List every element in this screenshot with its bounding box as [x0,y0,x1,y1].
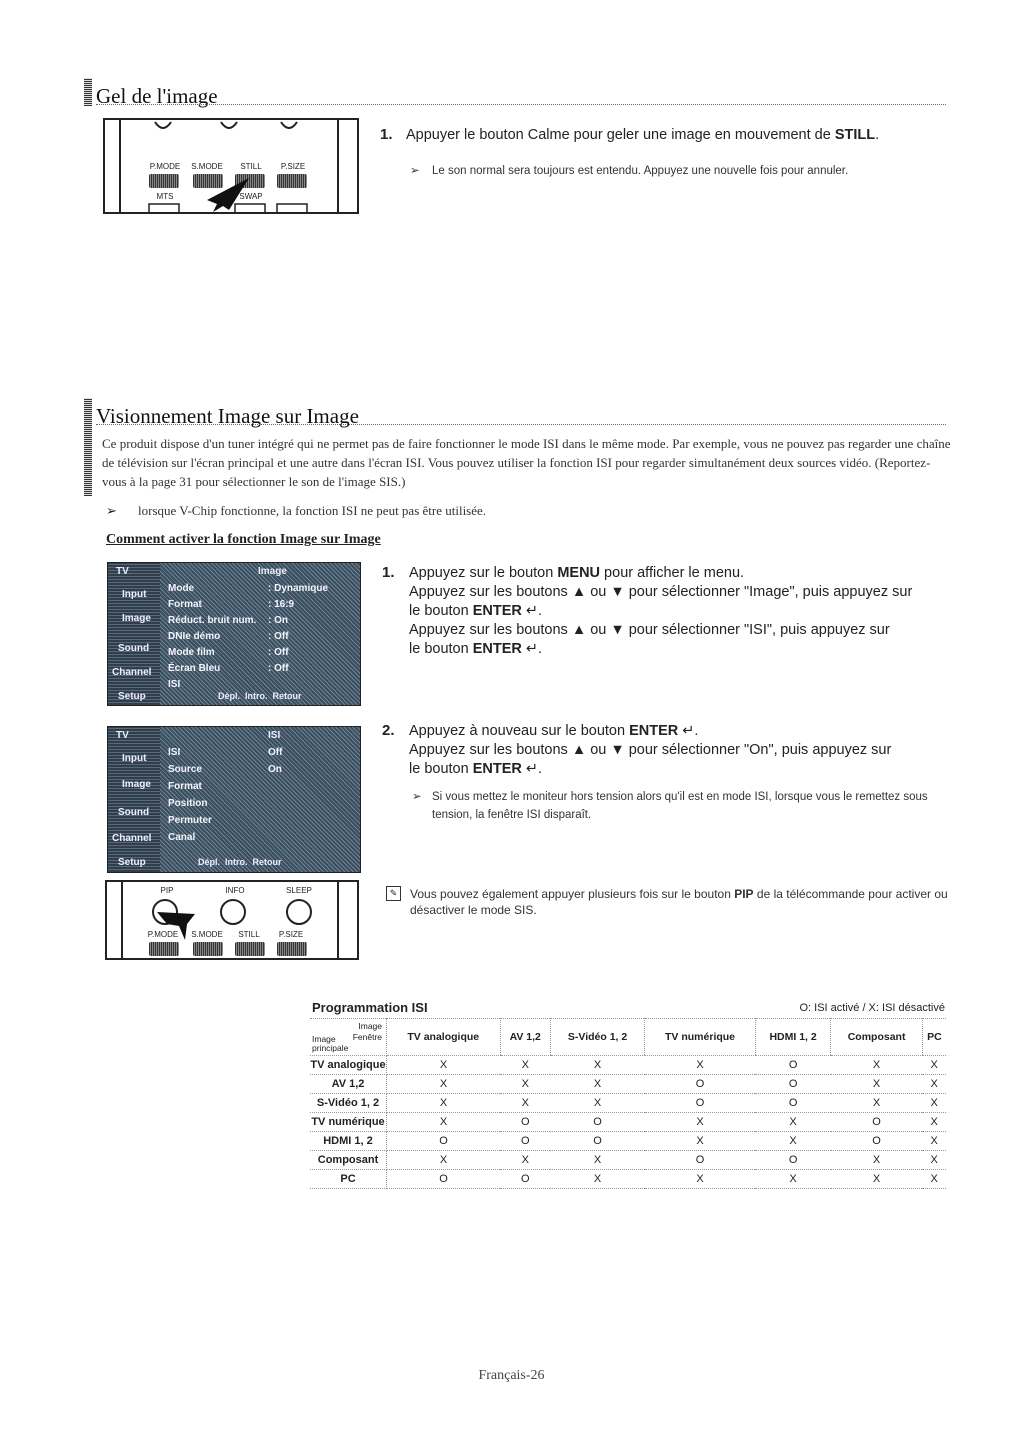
col-header: PC [922,1019,946,1056]
enter-icon: ↵ [525,761,539,777]
osd-row-label: Écran Bleu [168,663,221,674]
enter-keyword: ENTER [629,723,679,739]
table-cell: O [755,1075,830,1094]
table-cell: O [500,1132,550,1151]
row-header: TV analogique [310,1056,387,1075]
enter-keyword: ENTER [472,641,522,657]
table-row [310,1151,946,1170]
osd-row-label: ISI [168,679,181,690]
osd-menu-row [168,764,352,775]
osd-side-input: Input [122,589,147,600]
row-header: PC [310,1170,387,1189]
osd-row-label: ISI [168,747,181,758]
osd-menu-row [168,615,352,626]
osd-row-value: : Off [268,663,289,674]
remote-illustration [105,880,359,960]
button-outlines-icon [105,120,357,212]
osd-footer-return: Retour [252,857,282,867]
table-cell: O [645,1094,756,1113]
table-row [310,1094,946,1113]
table-cell: X [922,1056,946,1075]
row-header: AV 1,2 [310,1075,387,1094]
intro-paragraph: Ce produit dispose d'un tuner intégré qui ne permet pas de faire fonctionner le mode ISI dans le même mode. Par exemple, vous ne pouvez pas regarder une chaîne de télévision sur l'écran principal et une autre dans l'écran ISI. Vous pouvez utiliser la fonction ISI pour regarder simultanément deux sources vidéo. (Reportez-vous à la page 31 pour sélectionner le son de l'image SIS.) [102,436,951,489]
osd-side-image: Image [122,779,151,790]
pip-label: PIP [160,886,174,895]
info-label: INFO [225,886,245,895]
table-cell: O [500,1113,550,1132]
table-cell: O [831,1132,923,1151]
section-title: Gel de l'image [96,84,218,108]
table-cell: X [645,1132,756,1151]
row-header: S-Vidéo 1, 2 [310,1094,387,1113]
step1-line: Appuyez sur les boutons ▲ ou ▼ pour sélectionner "Image", puis appuyez sur [409,584,913,600]
osd-header-title: ISI [268,730,281,741]
step1-line [409,564,969,583]
table-row [310,1132,946,1151]
pip-note-a: Vous pouvez également appuyer plusieurs fois sur le bouton [410,887,735,901]
psize-label: P.SIZE [280,162,306,171]
step2-text [409,722,969,779]
osd-header-title: Image [258,566,287,577]
table-cell: X [645,1056,756,1075]
remote-illustration [103,118,359,214]
title-rule [96,424,946,425]
corner-window: Fenêtre [352,1032,382,1042]
table-cell: X [922,1151,946,1170]
table-cell: O [831,1113,923,1132]
step1-a-tail: pour afficher le menu. [600,565,745,581]
corner-main: Image principale [312,1034,349,1053]
osd-row-label: Position [168,798,208,809]
title-rule [96,104,946,105]
osd-menu-row [168,583,352,594]
osd-side-image: Image [122,613,151,624]
table-title: Programmation ISI [312,1000,428,1015]
osd-side-sound: Sound [118,643,150,654]
pip-note [410,886,955,918]
osd-menu-row [168,815,352,826]
osd-row-value: On [268,764,282,775]
osd-menu-row [168,832,352,843]
osd-menu-row [168,663,352,674]
step-text-tail: . [875,127,880,143]
mts-label: MTS [156,192,174,201]
col-header: TV analogique [387,1019,501,1056]
step1-a: Appuyez sur le bouton [409,565,558,581]
table-cell: X [755,1132,830,1151]
pip-keyword: PIP [734,887,754,901]
step-number: 1. [382,564,395,581]
osd-row-label: Mode [168,583,195,594]
osd-menu-row [168,798,352,809]
osd-row-value: : Off [268,647,289,658]
table-cell: X [500,1151,550,1170]
swap-label: SWAP [239,192,263,201]
pip-note-b: de la télécommande pour activer ou désactiver le mode SIS. [410,887,948,917]
table-cell: O [387,1132,501,1151]
section-marker [84,78,92,106]
table-cell: X [831,1094,923,1113]
osd-row-label: Format [168,599,202,610]
osd-row-label: Source [168,764,202,775]
col-header: AV 1,2 [500,1019,550,1056]
table-body [310,1056,946,1189]
table-cell: X [831,1075,923,1094]
step-text-main: Appuyer le bouton Calme pour geler une image en mouvement de [406,127,835,143]
note-arrow-icon: ➢ [410,165,420,177]
sleep-label: SLEEP [286,886,312,895]
table-cell: X [645,1113,756,1132]
col-header: HDMI 1, 2 [755,1019,830,1056]
table-cell: X [831,1151,923,1170]
enter-keyword: ENTER [472,761,522,777]
osd-footer [198,857,282,867]
table-cell: X [922,1113,946,1132]
table-legend: O: ISI activé / X: ISI désactivé [799,1002,945,1014]
col-header: TV numérique [645,1019,756,1056]
step1-c: le bouton [409,603,473,619]
table-cell: O [755,1094,830,1113]
enter-icon: ↵ [525,641,539,657]
osd-menu-row [168,781,352,792]
osd-menu-row [168,647,352,658]
pmode-label: P.MODE [147,930,179,939]
table-cell: O [550,1113,644,1132]
osd-menu-row [168,631,352,642]
step2-line: le bouton ENTER ↵. [409,761,543,777]
table-cell: X [500,1094,550,1113]
tip-icon: ✎ [386,886,401,901]
smode-label: S.MODE [191,162,223,171]
table-cell: X [831,1056,923,1075]
osd-row-value: : 16:9 [268,599,295,610]
table-cell: X [387,1075,501,1094]
osd-footer-enter: Intro. [225,857,248,867]
step2-note: Si vous mettez le moniteur hors tension alors qu'il est en mode ISI, lorsque vous le remettez sous tension, la fenêtre ISI disparaît. [432,791,928,821]
osd-tv-label: TV [116,566,129,577]
step1-line: Appuyez sur les boutons ▲ ou ▼ pour sélectionner "ISI", puis appuyez sur [409,622,890,638]
table-cell: X [550,1056,644,1075]
step1-line: le bouton ENTER ↵. [409,641,543,657]
osd-row-label: Canal [168,832,196,843]
step1-text [409,564,969,659]
osd-row-label: DNIe démo [168,631,221,642]
smode-label: S.MODE [191,930,223,939]
step1-line: le bouton ENTER ↵. [409,603,543,619]
osd-row-value: Off [268,747,283,758]
corner-cell [310,1019,387,1056]
table-cell: X [922,1094,946,1113]
enter-keyword: ENTER [472,603,522,619]
section-marker [84,398,92,496]
table-cell: X [922,1075,946,1094]
osd-tv-label: TV [116,730,129,741]
osd-row-label: Réduct. bruit num. [168,615,257,626]
osd-row-value: : On [268,615,288,626]
table-cell: O [755,1151,830,1170]
row-header: HDMI 1, 2 [310,1132,387,1151]
enter-icon: ↵ [682,723,695,739]
osd-row-label: Permuter [168,815,212,826]
osd-side-setup: Setup [118,691,146,702]
table-cell: X [922,1132,946,1151]
table-cell: X [922,1170,946,1189]
pmode-button [149,942,179,956]
table-cell: X [500,1056,550,1075]
table-cell: X [387,1094,501,1113]
osd-side-setup: Setup [118,857,146,868]
table-cell: X [550,1094,644,1113]
osd-footer-move: Dépl. [218,691,241,701]
step-number: 1. [380,126,393,143]
osd-footer-move: Dépl. [198,857,221,867]
row-header: TV numérique [310,1113,387,1132]
step-text [406,126,879,145]
table-cell: X [755,1170,830,1189]
table-cell: X [550,1170,644,1189]
table-cell: O [645,1075,756,1094]
table-cell: O [755,1056,830,1075]
isi-table [310,1018,946,1189]
subsection-title: Comment activer la fonction Image sur Image [106,532,381,547]
step2-line: Appuyez sur les boutons ▲ ou ▼ pour sélectionner "On", puis appuyez sur [409,742,892,758]
menu-keyword: MENU [557,565,601,581]
table-cell: O [387,1170,501,1189]
table-cell: O [550,1132,644,1151]
enter-icon: ↵ [525,603,539,619]
table-cell: X [500,1075,550,1094]
note-arrow-icon: ➢ [412,791,422,803]
osd-footer [218,691,302,701]
table-cell: X [550,1151,644,1170]
step1-e: le bouton [409,641,473,657]
round-buttons-icon [107,882,357,958]
still-label: STILL [240,162,262,171]
col-header: S-Vidéo 1, 2 [550,1019,644,1056]
osd-footer-return: Retour [272,691,302,701]
pmode-label: P.MODE [149,162,181,171]
vchip-note: lorsque V-Chip fonctionne, la fonction ISI ne peut pas être utilisée. [138,503,487,518]
table-cell: X [550,1075,644,1094]
page-footer: Français-26 [478,1368,545,1383]
corner-image: Image [358,1021,382,1031]
smode-button [193,942,223,956]
col-header: Composant [831,1019,923,1056]
osd-row-label: Format [168,781,202,792]
table-cell: X [387,1113,501,1132]
osd-menu-row [168,679,352,690]
table-cell: X [387,1151,501,1170]
still-label: STILL [238,930,260,939]
table-row [310,1113,946,1132]
osd-side-input: Input [122,753,147,764]
note-arrow-icon: ➢ [106,503,117,518]
osd-row-value: : Off [268,631,289,642]
table-cell: O [500,1170,550,1189]
table-header-row [310,1019,946,1056]
osd-row-value: : Dynamique [268,583,329,594]
psize-label: P.SIZE [278,930,304,939]
table-cell: X [831,1170,923,1189]
step2-c: le bouton [409,761,473,777]
osd-menu-isi [107,726,361,873]
step-note: Le son normal sera toujours est entendu. Appuyez une nouvelle fois pour annuler. [432,165,849,177]
osd-sidebar [108,563,160,705]
row-header: Composant [310,1151,387,1170]
section-title: Visionnement Image sur Image [96,404,359,428]
osd-row-label: Mode film [168,647,215,658]
still-keyword: STILL [834,127,876,143]
table-cell: X [645,1170,756,1189]
table-row [310,1056,946,1075]
table-row [310,1075,946,1094]
osd-menu-row [168,747,352,758]
osd-footer-enter: Intro. [245,691,268,701]
osd-menu-image [107,562,361,706]
table-cell: X [387,1056,501,1075]
table-cell: X [755,1113,830,1132]
psize-button [277,942,307,956]
osd-side-channel: Channel [112,667,152,678]
step-number: 2. [382,722,395,739]
table-row [310,1170,946,1189]
osd-menu-row [168,599,352,610]
table-cell: O [645,1151,756,1170]
osd-sidebar [108,727,160,872]
osd-side-sound: Sound [118,807,150,818]
step2-line: Appuyez à nouveau sur le bouton ENTER ↵. [409,723,699,739]
osd-side-channel: Channel [112,833,152,844]
still-button [235,942,265,956]
step2-a: Appuyez à nouveau sur le bouton [409,723,630,739]
